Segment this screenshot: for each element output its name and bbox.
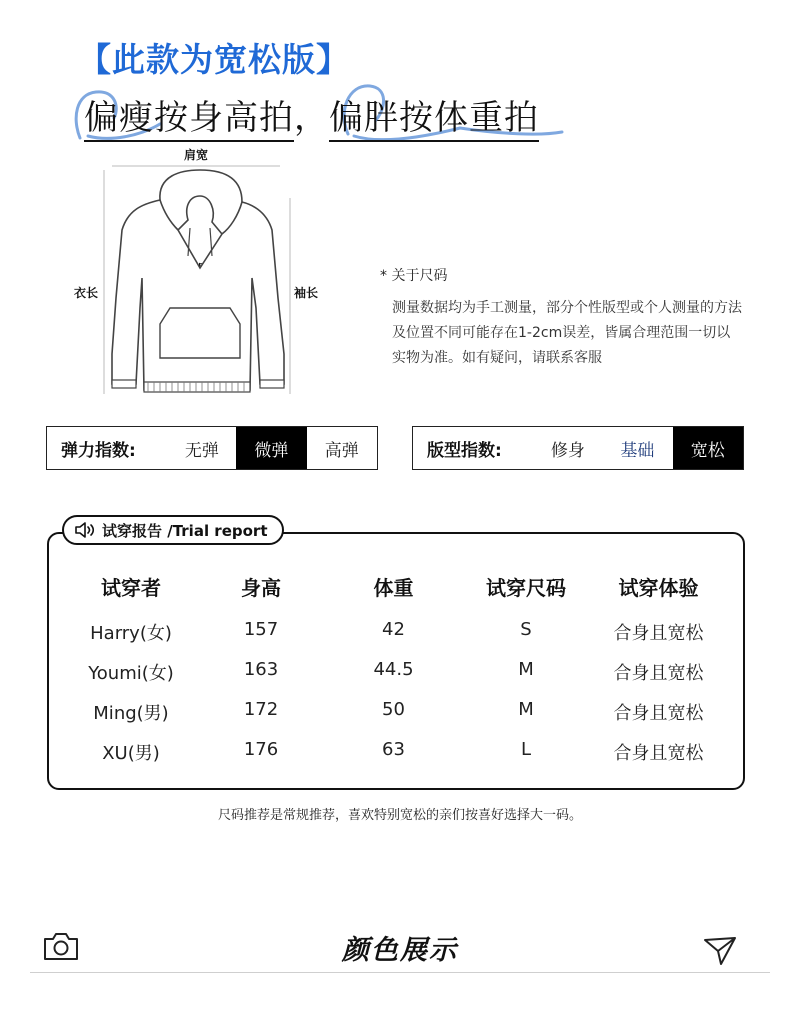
tester-height: 172 — [243, 699, 279, 720]
cuff-left — [112, 380, 136, 388]
tester-height: 157 — [243, 619, 279, 640]
tester-experience: 合身且宽松 — [613, 743, 704, 764]
tester-weight: 42 — [382, 619, 405, 640]
weight-advice: 偏胖按体重拍 — [329, 98, 539, 142]
bottom-divider — [30, 972, 770, 973]
tester-name: Ming(男) — [93, 703, 169, 724]
col-height: 身高 — [241, 576, 281, 600]
fit-option-loose: 宽松 — [673, 427, 743, 469]
cuff-right — [260, 380, 284, 388]
tester-size: M — [518, 699, 534, 720]
trial-report-tag — [62, 515, 284, 545]
elasticity-option-high: 高弹 — [324, 440, 359, 461]
size-note-title: * 关于尺码 — [380, 268, 448, 284]
tester-weight: 44.5 — [373, 659, 414, 680]
tester-experience: 合身且宽松 — [613, 703, 704, 724]
headline-comma: ， — [294, 98, 329, 138]
tester-height: 163 — [243, 659, 279, 680]
tester-height: 176 — [243, 739, 279, 760]
tester-name: XU(男) — [102, 743, 160, 764]
trial-report-label: 试穿报告 /Trial report — [102, 521, 268, 540]
fit-scale — [412, 426, 744, 470]
length-label: 衣长 — [74, 286, 99, 300]
fit-option-regular: 基础 — [620, 440, 655, 461]
table-row — [66, 659, 726, 685]
send-icon[interactable] — [702, 934, 738, 966]
tester-experience: 合身且宽松 — [613, 663, 704, 684]
table-row — [66, 619, 726, 645]
tester-experience: 合身且宽松 — [613, 623, 704, 644]
speaker-icon — [74, 522, 96, 538]
col-size: 试穿尺码 — [486, 576, 566, 600]
tester-size: S — [520, 619, 532, 640]
elasticity-scale — [46, 426, 378, 470]
table-row — [66, 699, 726, 725]
tester-size: L — [520, 739, 532, 760]
fit-badge: 【此款为宽松版】 — [78, 40, 350, 79]
size-recommendation-note: 尺码推荐是常规推荐，喜欢特别宽松的亲们按喜好选择大一码。 — [217, 808, 582, 823]
sleeve-label: 袖长 — [294, 286, 319, 300]
elasticity-title: 弹力指数: — [61, 440, 136, 461]
elasticity-option-none: 无弹 — [184, 440, 219, 461]
tester-name: Harry(女) — [90, 623, 172, 644]
table-row — [66, 739, 726, 765]
col-weight: 体重 — [373, 576, 414, 600]
tester-name: Youmi(女) — [88, 663, 174, 684]
fit-option-slim: 修身 — [550, 440, 585, 461]
hoodie-body — [112, 200, 284, 390]
shoulder-width-label: 肩宽 — [184, 148, 209, 162]
size-advice-headline — [84, 90, 539, 139]
elasticity-option-slight: 微弹 — [236, 427, 306, 469]
fit-title: 版型指数: — [427, 440, 502, 461]
tester-weight: 50 — [382, 699, 405, 720]
color-display-title: 颜色展示 — [342, 935, 458, 966]
col-experience: 试穿体验 — [618, 576, 699, 600]
col-tester: 试穿者 — [101, 576, 161, 600]
size-note-body: 测量数据均为手工测量，部分个性版型或个人测量的方法及位置不同可能存在1-2cm误差，皆属合理范围一切以实物为准。如有疑问，请联系客服 — [392, 300, 742, 366]
hoodie-diagram — [90, 158, 320, 408]
height-advice: 偏瘦按身高拍 — [84, 98, 294, 142]
tester-weight: 63 — [382, 739, 405, 760]
table-header — [66, 572, 726, 601]
tester-size: M — [518, 659, 534, 680]
